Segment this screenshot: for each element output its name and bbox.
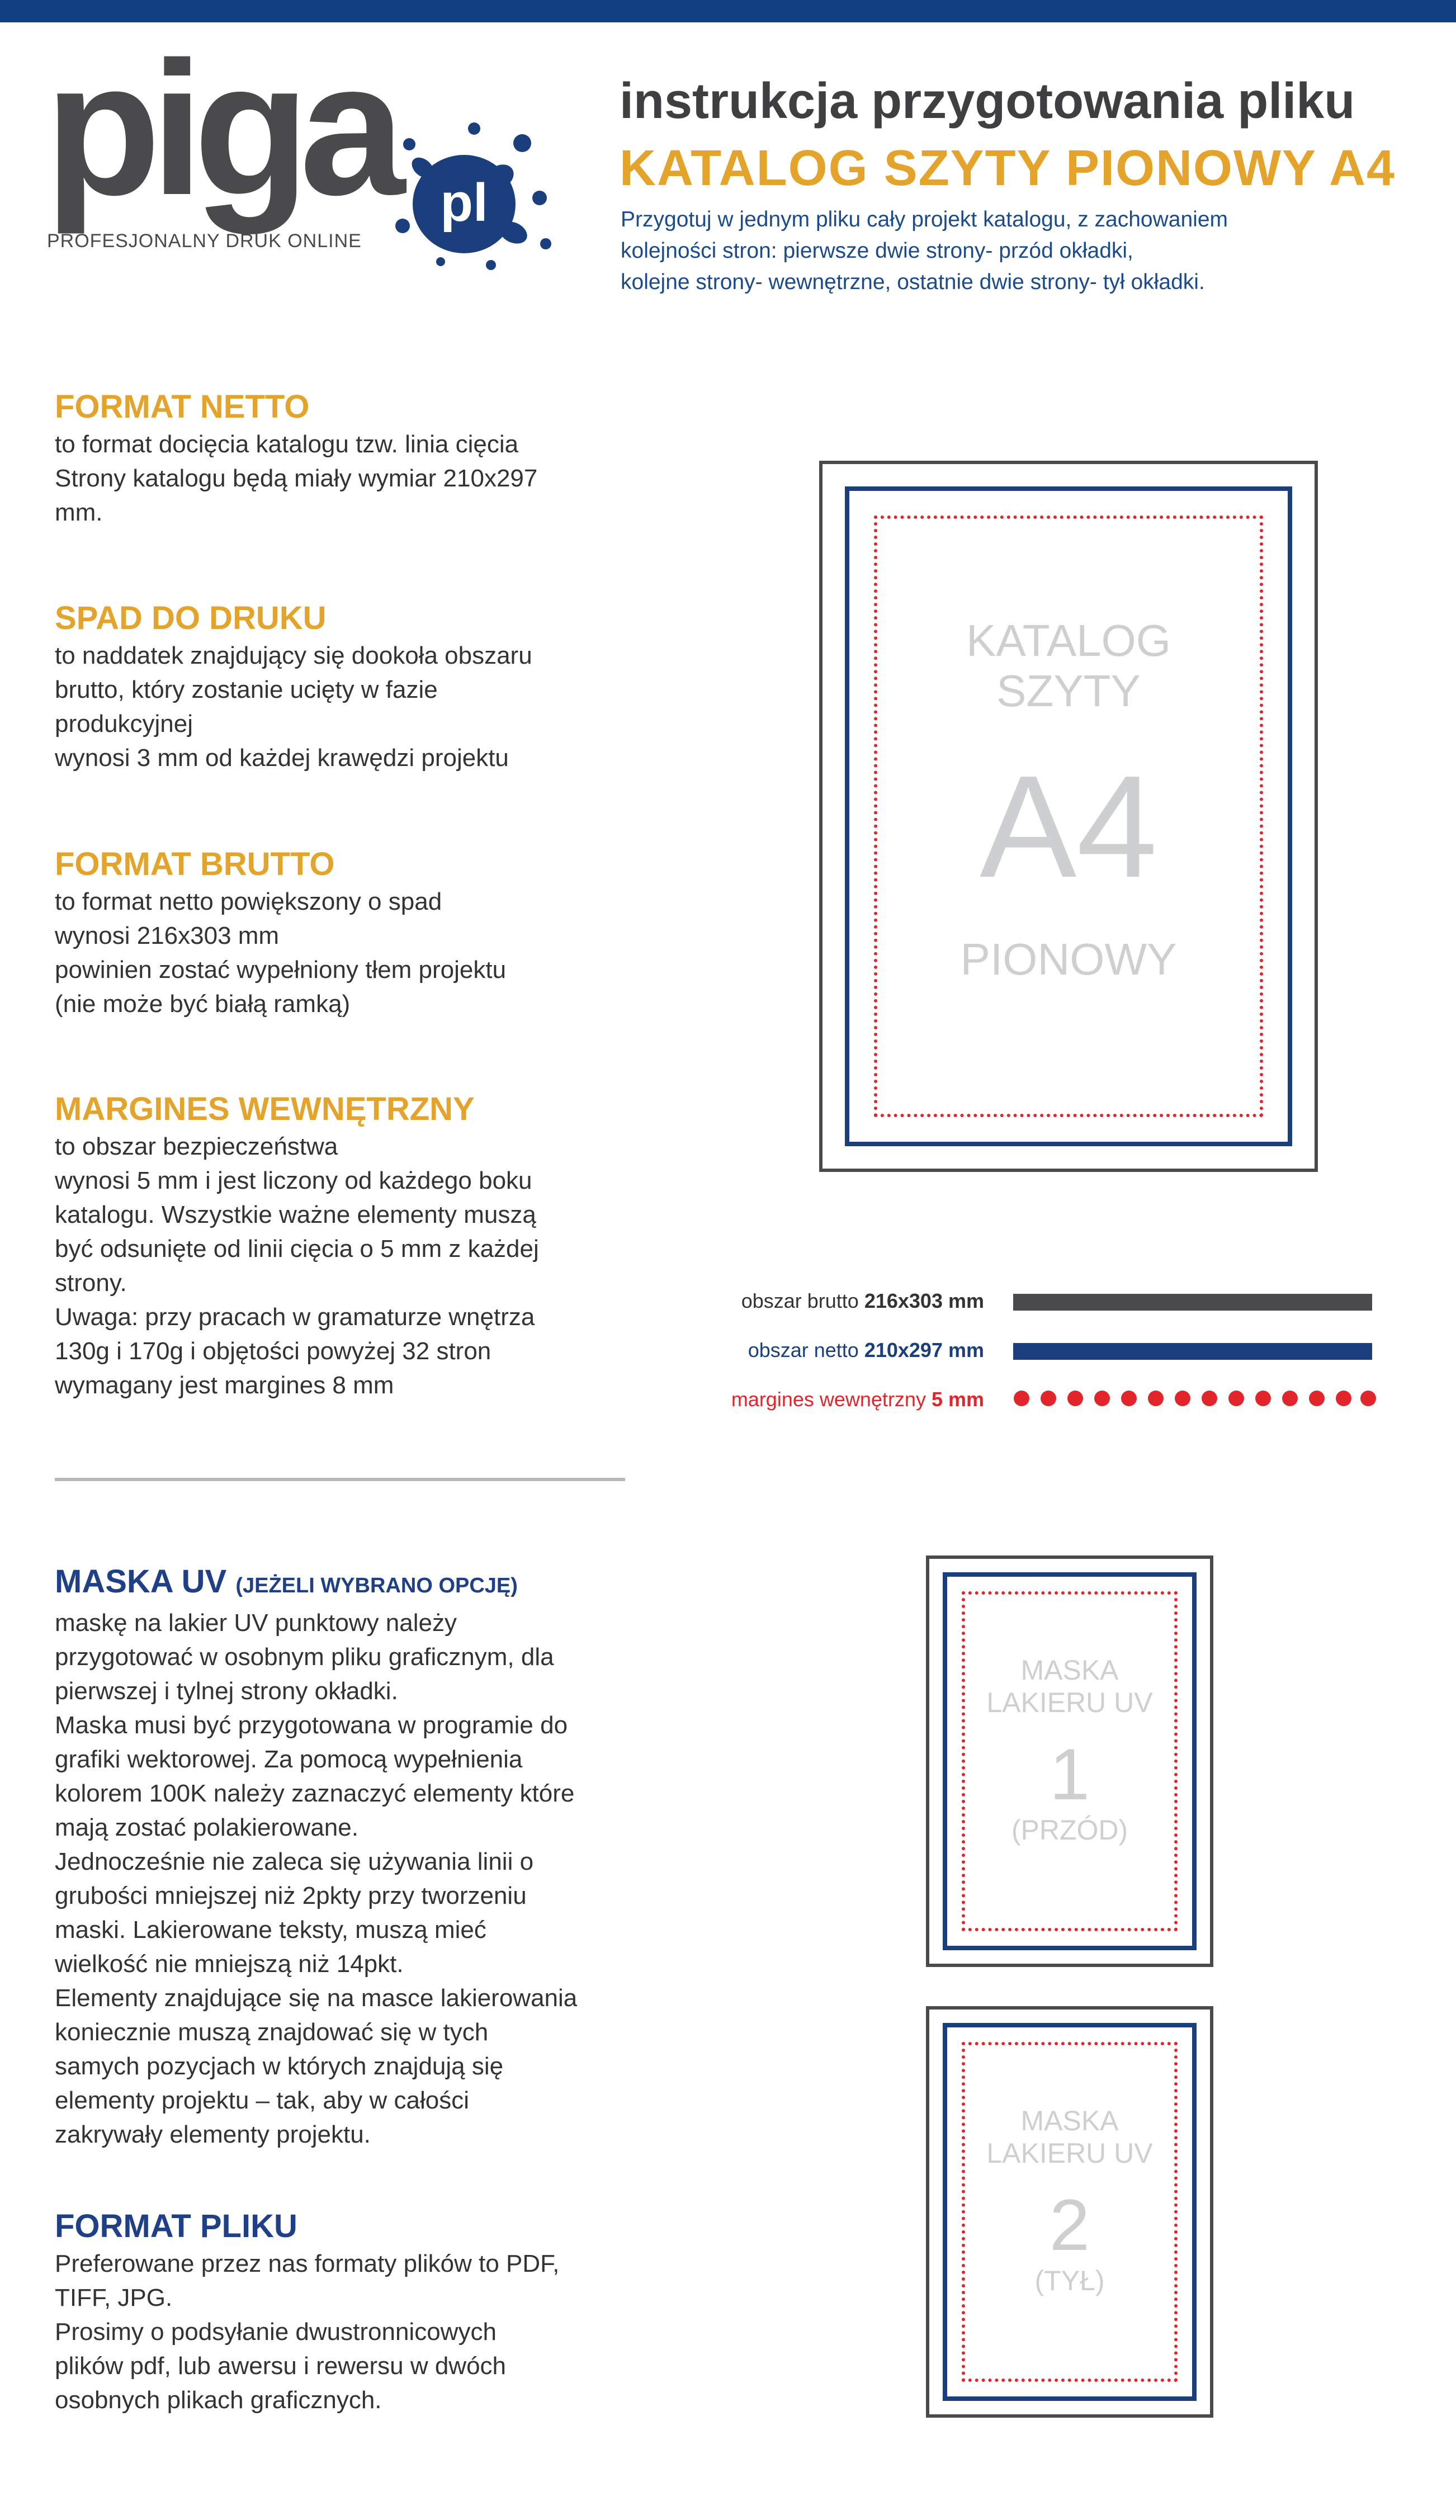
section-format-netto: [55, 387, 636, 529]
body-line: brutto, który zostanie ucięty w fazie: [55, 676, 438, 703]
section-maska-uv: [55, 1562, 636, 2152]
body-line: strony.: [55, 1269, 127, 1297]
section-body: [55, 2247, 636, 2417]
body-line: Elementy znajdujące się na masce lakierowania: [55, 1984, 578, 2012]
body-line: kolorem 100K należy zaznaczyć elementy które: [55, 1780, 575, 1807]
body-line: to format docięcia katalogu tzw. linia cięcia: [55, 431, 519, 458]
uv-back-label-maska: MASKA: [1020, 2105, 1119, 2136]
intro-text: [621, 204, 1426, 298]
intro-line: kolejności stron: pierwsze dwie strony- przód okładki,: [621, 239, 1133, 263]
top-brand-bar: [0, 0, 1456, 22]
body-line: to naddatek znajdujący się dookoła obszaru: [55, 642, 532, 669]
uv-mask-back-diagram: [926, 2006, 1213, 2418]
legend-netto-line: [1013, 1343, 1372, 1360]
body-line: powinien zostać wypełniony tłem projektu: [55, 956, 507, 984]
logo-wordmark: piga: [45, 22, 395, 235]
uv-back-label-lakieru: LAKIERU UV: [986, 2138, 1153, 2169]
body-line: wynosi 5 mm i jest liczony od każdego boku: [55, 1167, 532, 1194]
body-line: osobnych plikach graficznych.: [55, 2386, 382, 2414]
body-line: Prosimy o podsyłanie dwustronnicowych: [55, 2318, 497, 2346]
heading-main: MASKA UV: [55, 1563, 227, 1600]
logo-suffix: pl: [440, 173, 488, 233]
body-line: produkcyjnej: [55, 710, 193, 737]
body-line: wymagany jest margines 8 mm: [55, 1372, 394, 1399]
section-body: [55, 1129, 636, 1402]
section-heading: FORMAT PLIKU: [55, 2208, 297, 2244]
section-format-pliku: [55, 2206, 636, 2417]
logo-splash-icon: [380, 106, 559, 274]
uv-back-side: (TYŁ): [1034, 2265, 1105, 2296]
body-line: zakrywały elementy projektu.: [55, 2121, 371, 2148]
body-line: to obszar bezpieczeństwa: [55, 1133, 338, 1160]
heading-suffix: (JEŻELI WYBRANO OPCJĘ): [235, 1574, 518, 1597]
body-line: maskę na lakier UV punktowy należy: [55, 1609, 457, 1637]
piga-logo[interactable]: [45, 22, 548, 268]
section-body: [55, 1606, 636, 2152]
section-heading: MARGINES WEWNĘTRZNY: [55, 1091, 475, 1127]
body-line: koniecznie muszą znajdować się w tych: [55, 2018, 489, 2046]
body-line: to format netto powiększony o spad: [55, 888, 442, 915]
body-line: Preferowane przez nas formaty plików to PDF,: [55, 2250, 560, 2277]
section-heading: SPAD DO DRUKU: [55, 600, 327, 636]
body-line: wielkość nie mniejszą niż 14pkt.: [55, 1950, 404, 1978]
intro-line: kolejne strony- wewnętrzne, ostatnie dwie strony- tył okładki.: [621, 270, 1205, 294]
section-format-brutto: [55, 844, 636, 1021]
body-line: TIFF, JPG.: [55, 2284, 173, 2311]
uv-front-side: (PRZÓD): [1011, 1814, 1128, 1846]
body-line: 130g i 170g i objętości powyżej 32 stron: [55, 1337, 491, 1365]
diagram-label-pionowy: PIONOWY: [960, 934, 1177, 984]
section-divider: [55, 1478, 625, 1481]
body-line: grubości mniejszej niż 2pkty przy tworzeniu: [55, 1882, 527, 1909]
instruction-title: instrukcja przygotowania pliku: [620, 73, 1355, 129]
legend-netto-label: obszar netto 210x297 mm: [748, 1339, 984, 1361]
section-heading: FORMAT NETTO: [55, 389, 310, 425]
body-line: Maska musi być przygotowana w programie do: [55, 1711, 568, 1739]
body-line: Jednocześnie nie zaleca się używania linii o: [55, 1848, 534, 1875]
body-line: mm.: [55, 499, 103, 526]
catalog-a4-diagram: [819, 461, 1318, 1172]
body-line: mają zostać polakierowane.: [55, 1814, 358, 1841]
diagram-label-katalog: KATALOG: [966, 616, 1171, 665]
body-line: Uwaga: przy pracach w gramaturze wnętrza: [55, 1303, 535, 1331]
legend-margines-dots: [1013, 1390, 1377, 1407]
legend-brutto-label: obszar brutto 216x303 mm: [741, 1289, 984, 1312]
body-line: katalogu. Wszystkie ważne elementy muszą: [55, 1201, 536, 1228]
section-heading: [55, 1562, 636, 1606]
body-line: być odsunięte od linii cięcia o 5 mm z każdej: [55, 1235, 539, 1263]
body-line: maski. Lakierowane teksty, muszą mieć: [55, 1916, 486, 1944]
uv-front-number: 1: [1049, 1733, 1090, 1815]
section-margines: [55, 1089, 636, 1402]
logo-tagline: PROFESJONALNY DRUK ONLINE: [47, 230, 362, 252]
body-line: plików pdf, lub awersu i rewersu w dwóch: [55, 2352, 507, 2380]
product-title: KATALOG SZYTY PIONOWY A4: [620, 140, 1396, 196]
section-body: [55, 885, 636, 1021]
body-line: wynosi 216x303 mm: [55, 922, 280, 949]
diagram-label-a4: A4: [979, 746, 1158, 908]
uv-mask-front-diagram: [926, 1556, 1213, 1967]
body-line: przygotować w osobnym pliku graficznym, dla: [55, 1643, 554, 1671]
body-line: samych pozycjach w których znajdują się: [55, 2053, 504, 2080]
body-line: Strony katalogu będą miały wymiar 210x297: [55, 465, 538, 492]
uv-front-label-maska: MASKA: [1020, 1654, 1119, 1686]
body-line: pierwszej i tylnej strony okładki.: [55, 1677, 398, 1705]
legend-margines-label: margines wewnętrzny 5 mm: [731, 1388, 984, 1411]
body-line: wynosi 3 mm od każdej krawędzi projektu: [55, 744, 509, 772]
body-line: grafiki wektorowej. Za pomocą wypełnienia: [55, 1746, 523, 1773]
legend-brutto-line: [1013, 1294, 1372, 1311]
uv-front-label-lakieru: LAKIERU UV: [986, 1687, 1153, 1718]
section-heading: FORMAT BRUTTO: [55, 846, 335, 882]
uv-back-number: 2: [1049, 2184, 1090, 2266]
intro-line: Przygotuj w jednym pliku cały projekt katalogu, z zachowaniem: [621, 207, 1228, 231]
body-line: elementy projektu – tak, aby w całości: [55, 2087, 470, 2114]
section-spad: [55, 598, 636, 775]
body-line: (nie może być białą ramką): [55, 990, 351, 1018]
section-body: [55, 427, 636, 529]
section-body: [55, 639, 636, 775]
diagram-label-szyty: SZYTY: [996, 666, 1141, 716]
